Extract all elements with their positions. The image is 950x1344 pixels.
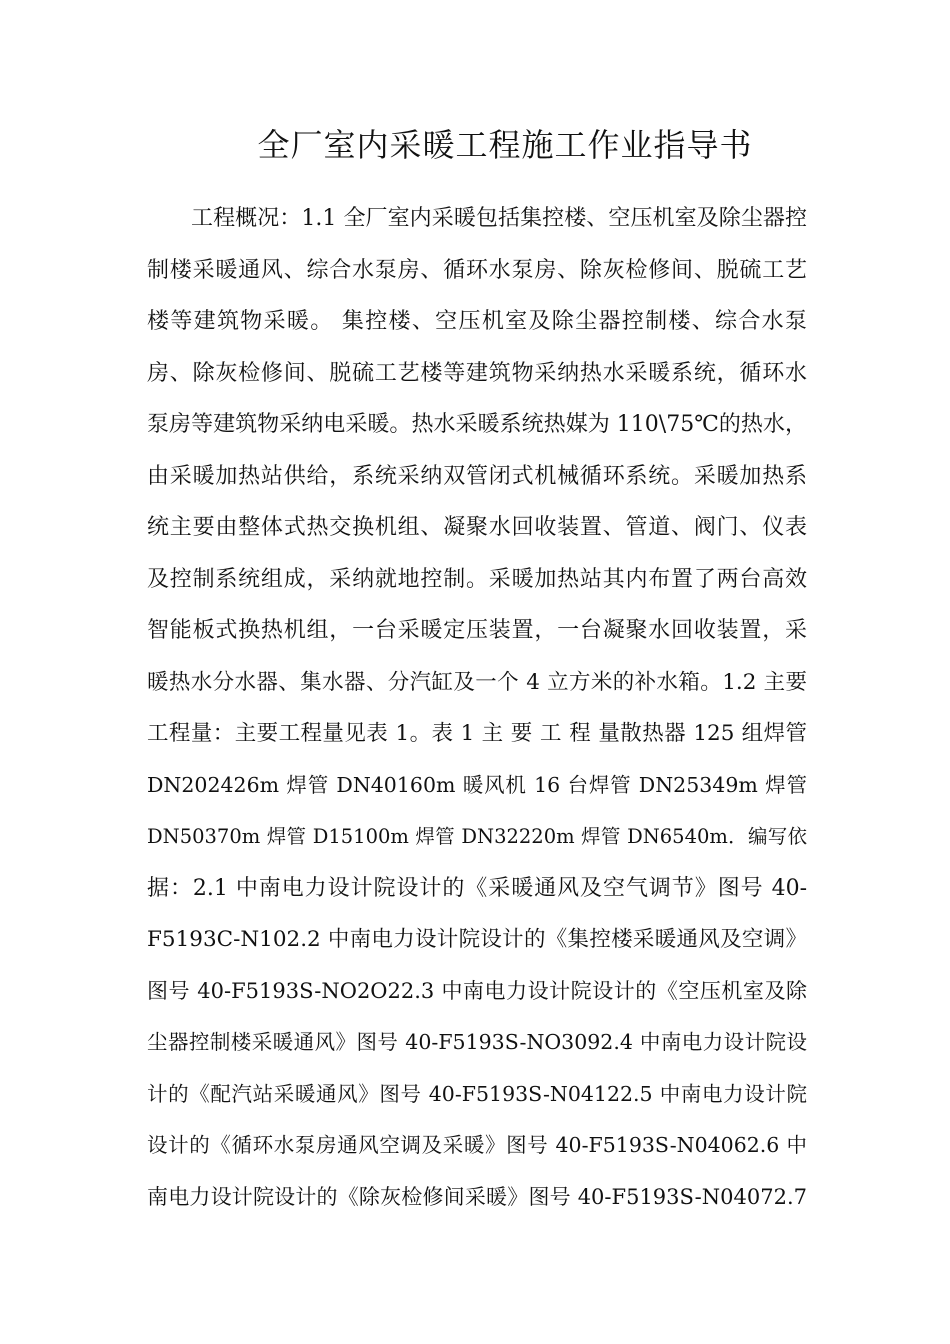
body-line: 楼等建筑物采暖。 集控楼、空压机室及除尘器控制楼、综合水泵 — [147, 309, 807, 334]
body-line: DN202426m 焊管 DN40160m 暖风机 16 台焊管 DN25349m 焊管 — [147, 772, 807, 797]
body-line: DN50370m 焊管 D15100m 焊管 DN32220m 焊管 DN6540m．编写依 — [147, 825, 807, 848]
document-title: 全厂室内采暖工程施工作业指导书 — [257, 126, 753, 164]
body-line: 制楼采暖通风、综合水泵房、循环水泵房、除灰检修间、脱硫工艺 — [147, 257, 807, 283]
body-line: 据：2.1 中南电力设计院设计的《采暖通风及空气调节》图号 40- — [147, 875, 807, 901]
body-line: 工程量：主要工程量见表 1。表 1 主 要 工 程 量散热器 125 组焊管 — [147, 721, 807, 746]
body-line: 计的《配汽站采暖通风》图号 40-F5193S-N04122.5 中南电力设计院 — [147, 1081, 807, 1106]
body-line: 统主要由整体式热交换机组、凝聚水回收装置、管道、阀门、仪表 — [147, 515, 807, 540]
body-line: 房、除灰检修间、脱硫工艺楼等建筑物采纳热水采暖系统，循环水 — [147, 360, 807, 386]
body-line: 尘器控制楼采暖通风》图号 40-F5193S-NO3092.4 中南电力设计院设 — [147, 1030, 807, 1054]
body-line: 由采暖加热站供给，系统采纳双管闭式机械循环系统。采暖加热系 — [147, 463, 807, 489]
body-line: 智能板式换热机组，一台采暖定压装置，一台凝聚水回收装置，采 — [147, 618, 807, 643]
body-line: 暖热水分水器、集水器、分汽缸及一个 4 立方米的补水箱。1.2 主要 — [147, 669, 807, 695]
body-line: 图号 40-F5193S-NO2O22.3 中南电力设计院设计的《空压机室及除 — [147, 978, 807, 1003]
body-line: 南电力设计院设计的《除灰检修间采暖》图号 40-F5193S-N04072.7 — [147, 1184, 807, 1209]
document-body — [147, 193, 807, 1223]
body-line: 工程概况：1.1 全厂室内采暖包括集控楼、空压机室及除尘器控 — [191, 206, 807, 231]
body-line: F5193C-N102.2 中南电力设计院设计的《集控楼采暖通风及空调》 — [147, 927, 807, 952]
body-line: 设计的《循环水泵房通风空调及采暖》图号 40-F5193S-N04062.6 中 — [147, 1133, 807, 1157]
body-line: 泵房等建筑物采纳电采暖。热水采暖系统热媒为 110\75℃的热水， — [147, 412, 807, 437]
body-line: 及控制系统组成，采纳就地控制。采暖加热站其内布置了两台高效 — [147, 566, 807, 592]
